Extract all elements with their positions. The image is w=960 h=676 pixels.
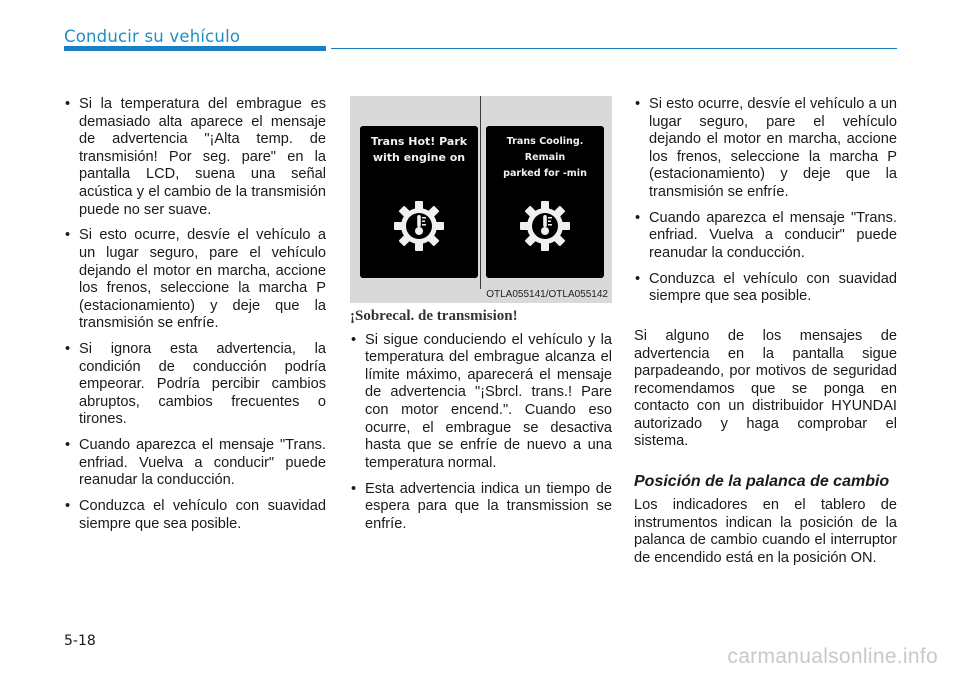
column-right (634, 96, 897, 567)
list-item: • Si sigue conduciendo el vehículo y la temperatura del embrague alcanza el límite máximo, aparecerá el mensaje de advertencia "¡Sbrcl. trans.! Pare con motor encend.". Cuando eso ocurre, el embrague se desactiva hasta que se enfríe de nuevo a una temperatura normal. (350, 332, 612, 473)
lcd-panel-trans-hot (360, 126, 478, 278)
panel-message-line: with engine on (372, 151, 466, 164)
bullet-list (634, 96, 897, 306)
transmission-temperature-gear-icon (519, 200, 571, 252)
page-number: 5-18 (64, 633, 96, 649)
list-item: • Conduzca el vehículo con suavidad siempre que sea posible. (64, 498, 326, 533)
panel-message-line: parked for -min (503, 168, 587, 179)
column-middle (350, 308, 612, 542)
panel-message-line: Trans Hot! Park (370, 135, 468, 148)
header-rule-thin (331, 48, 897, 49)
panel-message (360, 134, 478, 166)
list-item: • Esta advertencia indica un tiempo de espera para que la transmission se enfríe. (350, 481, 612, 534)
figure-divider (480, 96, 481, 289)
list-item: • Si la temperatura del embrague es demasiado alta aparece el mensaje de advertencia "¡Alta temp. de transmisión! Por seg. pare" en la pantalla LCD, suena una señal acústica y el cambio de la transmisión puede no ser suave. (64, 96, 326, 219)
list-item: • Conduzca el vehículo con suavidad siempre que sea posible. (634, 271, 897, 306)
bullet-list (350, 332, 612, 534)
list-item: • Si esto ocurre, desvíe el vehículo a un lugar seguro, pare el vehículo dejando el motor en marcha, accione los frenos, seleccione la marcha P (estacionamiento) y deje que la transmisión se enfríe. (64, 227, 326, 333)
transmission-temperature-gear-icon (393, 200, 445, 252)
list-item: • Si ignora esta advertencia, la condición de conducción podría empeorar. Podría percibir cambios abruptos, cambios frecuentes o tirones. (64, 341, 326, 429)
cluster-display-figure (350, 96, 612, 303)
section-paragraph: Los indicadores en el tablero de instrumentos indican la posición de la palanca de cambio cuando el interruptor de encendido está en la posición ON. (634, 497, 897, 566)
lcd-panel-trans-cooling (486, 126, 604, 278)
section-heading: Posición de la palanca de cambio (634, 473, 890, 491)
subsection-title: ¡Sobrecal. de transmision! (350, 308, 518, 324)
section-header-title: Conducir su vehículo (64, 27, 241, 46)
list-item: • Cuando aparezca el mensaje "Trans. enfriad. Vuelva a conducir" puede reanudar la conducción. (634, 210, 897, 263)
bullet-list (64, 96, 326, 533)
panel-message (486, 134, 604, 182)
figure-caption: OTLA055141/OTLA055142 (486, 289, 608, 300)
panel-message-line: Trans Cooling. Remain (506, 136, 584, 163)
column-left (64, 96, 326, 542)
warning-paragraph: Si alguno de los mensajes de advertencia en la pantalla sigue parpadeando, por motivos de seguridad recomendamos que se ponga en contacto con un distribuidor HYUNDAI autorizado y haga comprobar el sistema. (634, 327, 897, 450)
watermark: carmanualsonline.info (727, 645, 938, 668)
list-item: • Cuando aparezca el mensaje "Trans. enfriad. Vuelva a conducir" puede reanudar la conducción. (64, 437, 326, 490)
header-rule-thick (64, 46, 326, 51)
list-item: • Si esto ocurre, desvíe el vehículo a un lugar seguro, pare el vehículo dejando el motor en marcha, accione los frenos, seleccione la marcha P (estacionamiento) y deje que la transmisión se enfríe. (634, 96, 897, 202)
